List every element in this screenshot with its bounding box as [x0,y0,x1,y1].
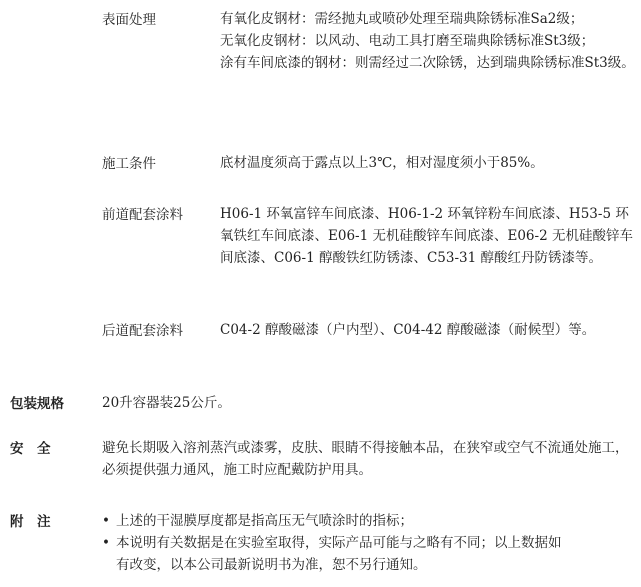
safety-label: 安 全 [10,441,51,457]
construction-conditions-label: 施工条件 [102,156,156,172]
bullet-icon: • [102,535,110,551]
primer-coatings-label: 前道配套涂料 [102,207,183,223]
notes-label: 附 注 [10,514,51,530]
surface-treatment-text: 有氧化皮钢材：需经抛丸或喷砂处理至瑞典除锈标准Sa2级； 无氧化皮钢材：以风动、电动工具打磨至瑞典除锈标准St3级； 涂有车间底漆的钢材：则需经过二次除锈，达到瑞典除锈标准St3级。 [220,11,635,71]
surface-treatment-label: 表面处理 [102,12,156,28]
notes-list [102,510,572,576]
note-text: 上述的干湿膜厚度都是指高压无气喷涂时的指标； [116,513,413,529]
packaging-text: 20升容器装25公斤。 [102,395,231,411]
topcoat-coatings-label: 后道配套涂料 [102,323,183,339]
note-item [102,532,572,576]
note-text: 本说明有关数据是在实验室取得，实际产品可能与之略有不同；以上数据如有改变，以本公司最新说明书为准，恕不另行通知。 [116,535,562,573]
primer-coatings-text: H06-1 环氧富锌车间底漆、H06-1-2 环氧锌粉车间底漆、H53-5 环氧铁红车间底漆、E06-1 无机硅酸锌车间底漆、E06-2 无机硅酸锌车间底漆、C06-1 醇酸铁红防锈漆、C53-31 醇酸红丹防锈漆等。 [220,206,633,266]
construction-conditions-text: 底材温度须高于露点以上3℃，相对湿度须小于85%。 [220,155,544,171]
bullet-icon: • [102,513,110,529]
note-item [102,510,572,532]
safety-text: 避免长期吸入溶剂蒸汽或漆雾，皮肤、眼睛不得接触本品，在狭窄或空气不流通处施工，必须提供强力通风，施工时应配戴防护用具。 [102,440,629,478]
packaging-label: 包装规格 [10,396,64,412]
topcoat-coatings-text: C04-2 醇酸磁漆（户内型）、C04-42 醇酸磁漆（耐候型）等。 [220,322,596,338]
